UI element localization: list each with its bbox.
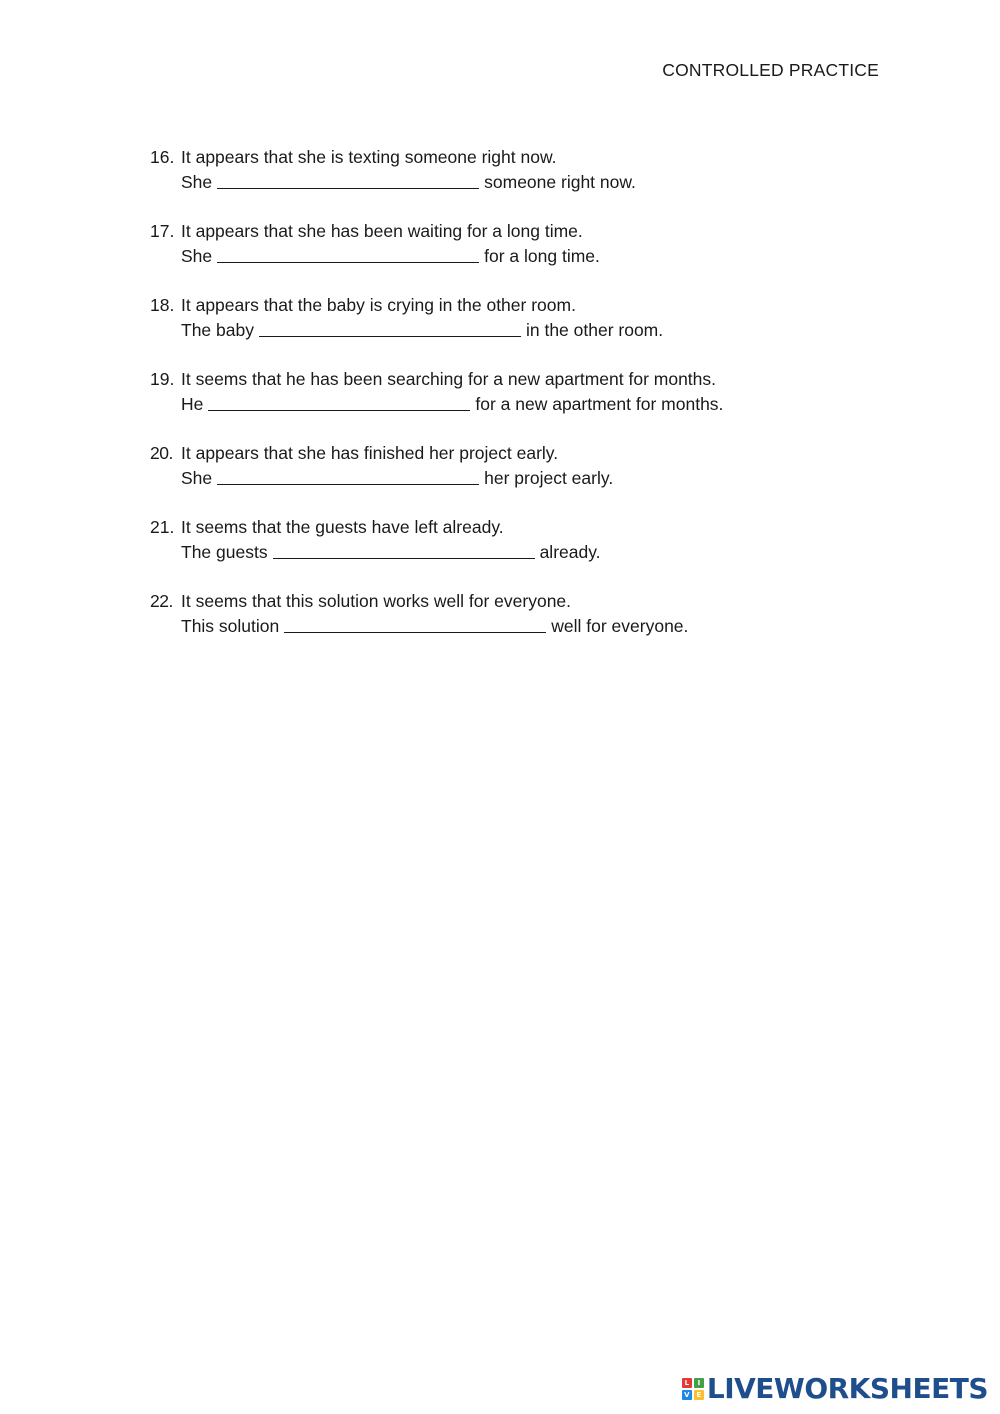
exercise-prompt-row xyxy=(150,515,870,540)
exercise-answer-row xyxy=(150,540,870,565)
exercise-answer-row xyxy=(150,466,870,491)
liveworksheets-logo xyxy=(682,1372,988,1405)
exercise-prompt-row xyxy=(150,589,870,614)
exercise-answer-row xyxy=(150,392,870,417)
exercise-prompt: It appears that she is texting someone right now. xyxy=(181,147,557,167)
exercise-item-20 xyxy=(150,441,870,491)
exercise-answer-row xyxy=(150,614,870,639)
exercise-list xyxy=(150,145,870,663)
answer-suffix: in the other room. xyxy=(525,320,664,340)
exercise-answer-row xyxy=(150,170,870,195)
exercise-number: 19. xyxy=(150,369,175,389)
exercise-prompt-row xyxy=(150,145,870,170)
exercise-prompt-row xyxy=(150,367,870,392)
logo-mark-tile: L xyxy=(682,1378,692,1388)
logo-mark-tile: I xyxy=(694,1378,704,1388)
exercise-prompt-row xyxy=(150,293,870,318)
answer-blank-22[interactable] xyxy=(284,614,546,633)
exercise-prompt: It seems that the guests have left already. xyxy=(181,517,504,537)
logo-text: LIVEWORKSHEETS xyxy=(706,1372,988,1405)
exercise-prompt: It seems that he has been searching for a new apartment for months. xyxy=(181,369,717,389)
answer-prefix: He xyxy=(181,394,204,414)
answer-prefix: This solution xyxy=(181,616,280,636)
exercise-prompt-row xyxy=(150,441,870,466)
answer-suffix: someone right now. xyxy=(484,172,636,192)
exercise-item-16 xyxy=(150,145,870,195)
exercise-number: 21. xyxy=(150,517,175,537)
exercise-number: 16. xyxy=(150,147,175,167)
logo-mark-tile: E xyxy=(694,1390,704,1400)
exercise-item-17 xyxy=(150,219,870,269)
exercise-number: 18. xyxy=(150,295,175,315)
logo-mark-tile: V xyxy=(682,1390,692,1400)
exercise-prompt: It appears that she has been waiting for a long time. xyxy=(181,221,583,241)
page-header-title: CONTROLLED PRACTICE xyxy=(662,60,879,80)
exercise-item-21 xyxy=(150,515,870,565)
exercise-prompt: It appears that the baby is crying in the other room. xyxy=(181,295,576,315)
answer-suffix: for a new apartment for months. xyxy=(475,394,724,414)
exercise-number: 20. xyxy=(150,443,173,463)
exercise-prompt: It seems that this solution works well for everyone. xyxy=(181,591,572,611)
answer-blank-17[interactable] xyxy=(217,244,479,263)
exercise-item-22 xyxy=(150,589,870,639)
exercise-number: 17. xyxy=(150,221,175,241)
answer-prefix: The baby xyxy=(181,320,254,340)
answer-blank-19[interactable] xyxy=(208,392,470,411)
exercise-item-18 xyxy=(150,293,870,343)
exercise-number: 22. xyxy=(150,591,173,611)
exercise-prompt-row xyxy=(150,219,870,244)
logo-mark-icon xyxy=(682,1378,704,1400)
answer-suffix: her project early. xyxy=(484,468,614,488)
exercise-answer-row xyxy=(150,318,870,343)
answer-suffix: already. xyxy=(539,542,601,562)
answer-prefix: The guests xyxy=(181,542,268,562)
answer-prefix: She xyxy=(181,172,213,192)
answer-blank-16[interactable] xyxy=(217,170,479,189)
answer-prefix: She xyxy=(181,246,213,266)
exercise-item-19 xyxy=(150,367,870,417)
exercise-prompt: It appears that she has finished her project early. xyxy=(181,443,559,463)
answer-suffix: well for everyone. xyxy=(551,616,689,636)
answer-blank-21[interactable] xyxy=(273,540,535,559)
answer-suffix: for a long time. xyxy=(484,246,600,266)
exercise-answer-row xyxy=(150,244,870,269)
answer-blank-20[interactable] xyxy=(217,466,479,485)
answer-prefix: She xyxy=(181,468,213,488)
answer-blank-18[interactable] xyxy=(259,318,521,337)
